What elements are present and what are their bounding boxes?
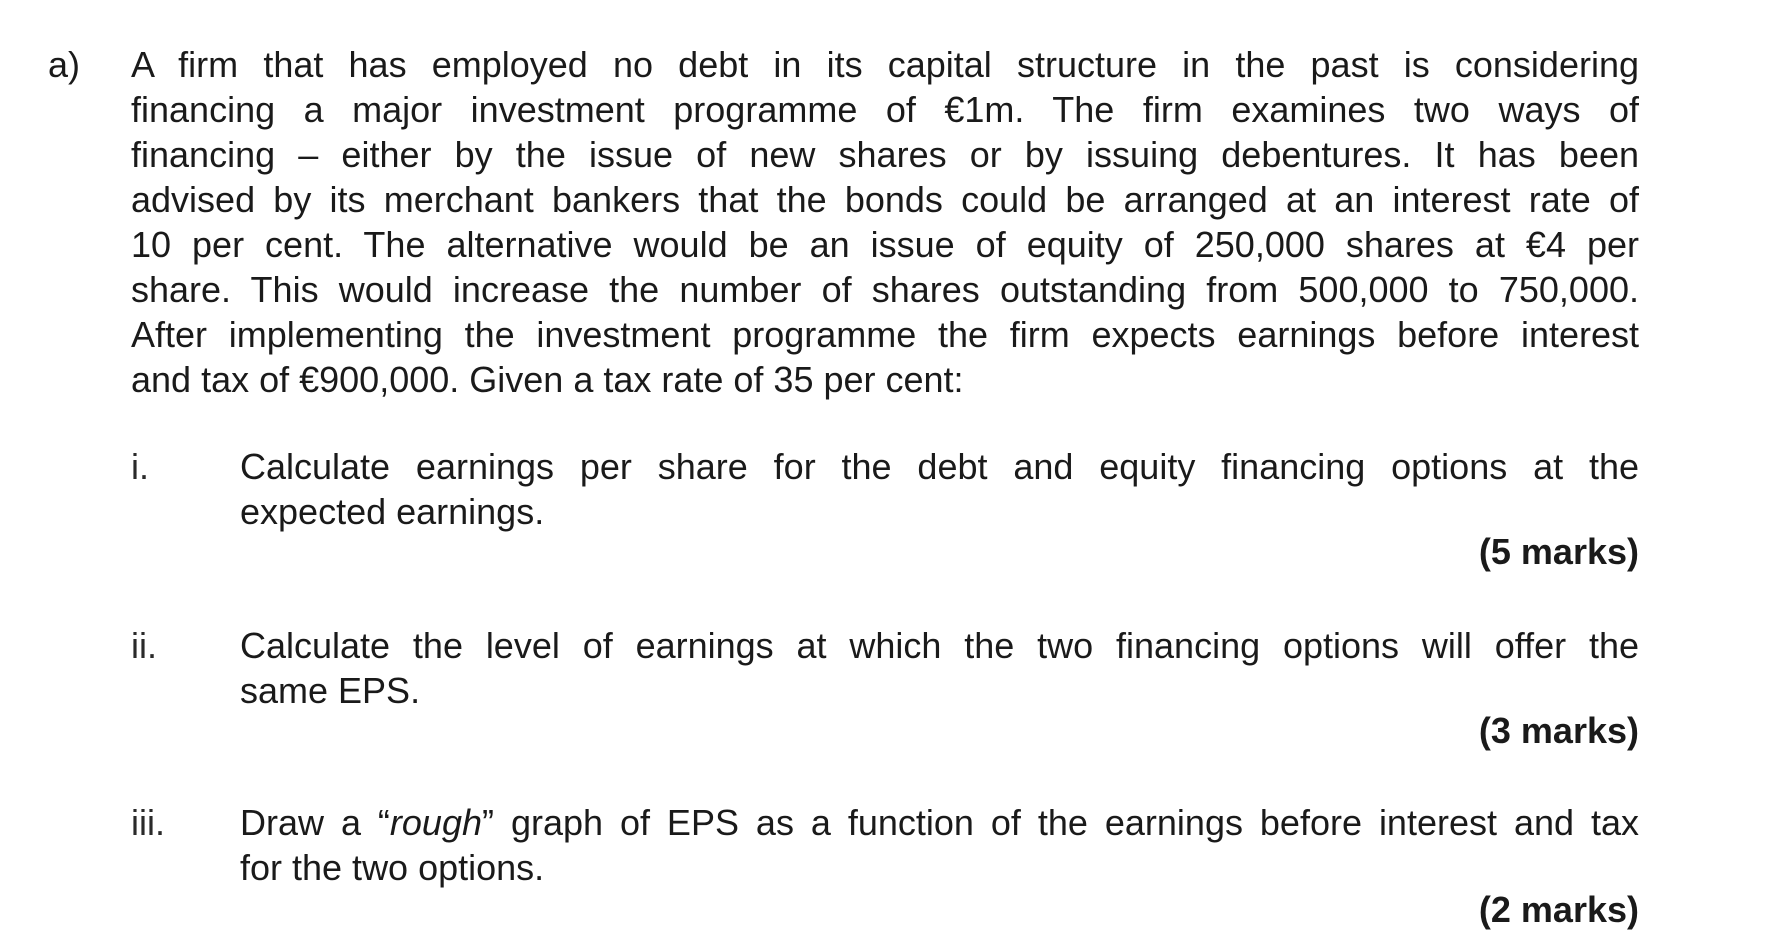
intro-line: 10 per cent. The alternative would be an issue of equity of 250,000 shares at €4 per xyxy=(131,224,1639,265)
text-run: Draw a “ xyxy=(240,802,390,843)
question-label: a) xyxy=(48,44,81,85)
text-run: ” graph of EPS as a function of the earnings before interest and tax xyxy=(482,802,1639,843)
intro-line: financing – either by the issue of new shares or by issuing debentures. It has been xyxy=(131,134,1639,175)
intro-line: advised by its merchant bankers that the bonds could be arranged at an interest rate of xyxy=(131,179,1639,220)
subquestion-number: i. xyxy=(131,446,149,487)
marks-label: (3 marks) xyxy=(1478,710,1639,751)
subquestion-line: for the two options. xyxy=(240,847,545,888)
marks-label: (5 marks) xyxy=(1478,531,1639,572)
subquestion-line: Calculate the level of earnings at which the two financing options will offer the xyxy=(240,625,1639,666)
intro-line: and tax of €900,000. Given a tax rate of 35 per cent: xyxy=(131,359,964,400)
subquestion-line xyxy=(240,800,1639,845)
marks-label: (2 marks) xyxy=(1478,889,1639,930)
subquestion-line: same EPS. xyxy=(240,670,421,711)
subquestion-line: Calculate earnings per share for the debt and equity financing options at the xyxy=(240,446,1639,487)
subquestion-number: iii. xyxy=(131,802,165,843)
intro-line: A firm that has employed no debt in its capital structure in the past is considering xyxy=(131,44,1639,85)
subquestion-text xyxy=(240,444,1639,534)
subquestion-line: expected earnings. xyxy=(240,491,545,532)
intro-line: After implementing the investment programme the firm expects earnings before interest xyxy=(131,314,1639,355)
subquestion-text xyxy=(240,623,1639,713)
subquestion-number: ii. xyxy=(131,625,157,666)
subquestion-text xyxy=(240,800,1639,890)
emphasis-text: rough xyxy=(389,802,482,843)
question-intro xyxy=(131,42,1639,402)
intro-line: share. This would increase the number of shares outstanding from 500,000 to 750,000. xyxy=(131,269,1639,310)
intro-line: financing a major investment programme of €1m. The firm examines two ways of xyxy=(131,89,1639,130)
